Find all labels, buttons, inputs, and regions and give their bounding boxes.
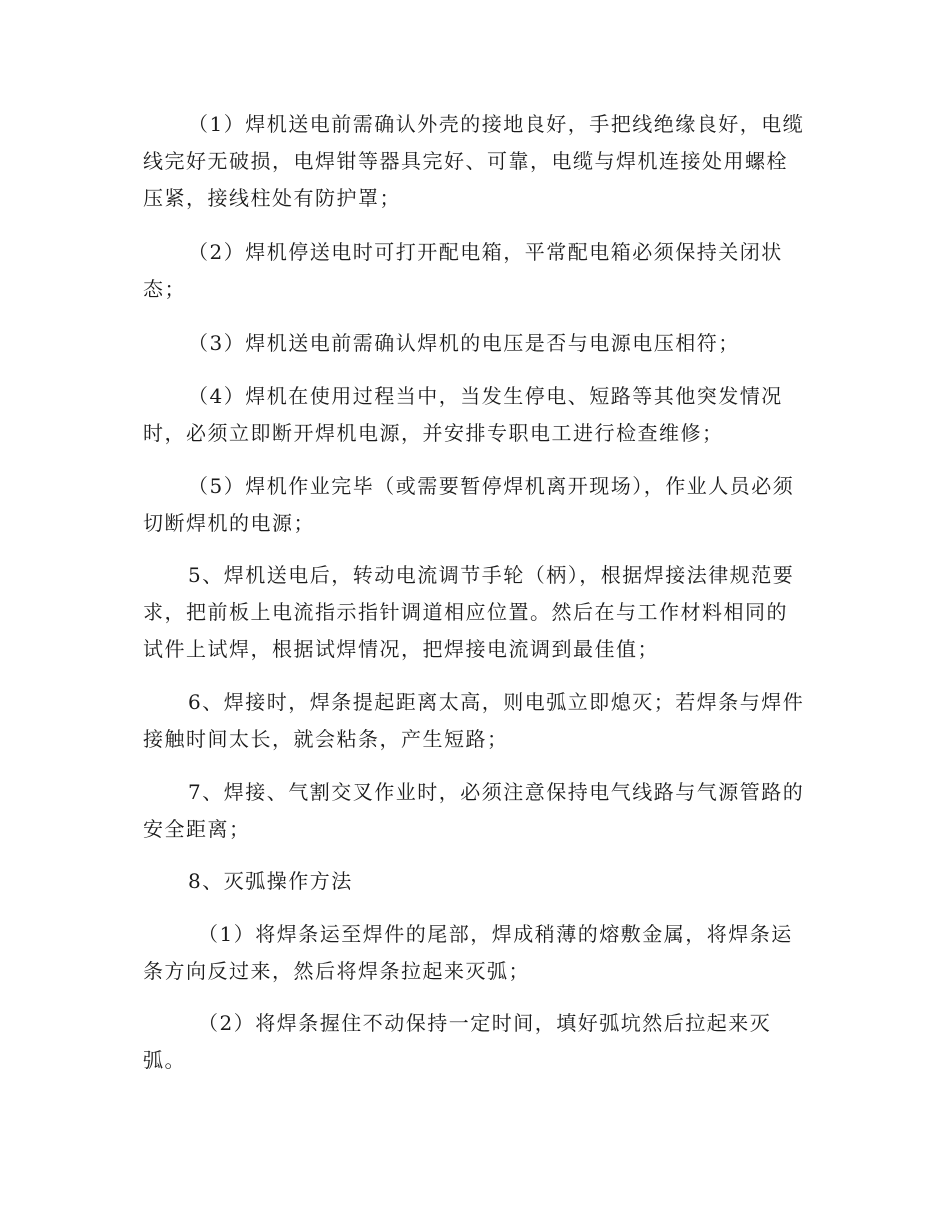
text-line: 弧。 xyxy=(143,1048,186,1072)
text-line: 压紧，接线柱处有防护罩； xyxy=(143,186,401,210)
text-line: 8、灭弧操作方法 xyxy=(188,869,353,893)
text-line: 时，必须立即断开焊机电源，并安排专职电工进行检查维修； xyxy=(143,421,724,445)
text-line: 接触时间太长，就会粘条，产生短路； xyxy=(143,727,509,751)
text-line: 线完好无破损，电焊钳等器具完好、可靠，电缆与焊机连接处用螺栓 xyxy=(143,149,788,173)
text-line: （2）焊机停送电时可打开配电箱，平常配电箱必须保持关闭状 xyxy=(188,240,783,264)
text-line: （2）将焊条握住不动保持一定时间，填好弧坑然后拉起来灭 xyxy=(198,1011,772,1035)
text-line: 7、焊接、气割交叉作业时，必须注意保持电气线路与气源管路的 xyxy=(188,780,805,804)
text-line: （5）焊机作业完毕（或需要暂停焊机离开现场），作业人员必须 xyxy=(188,474,795,498)
text-line: （1）将焊条运至焊件的尾部，焊成稍薄的熔敷金属，将焊条运 xyxy=(198,922,793,946)
text-line: （3）焊机送电前需确认焊机的电压是否与电源电压相符； xyxy=(188,331,740,355)
text-line: （4）焊机在使用过程当中，当发生停电、短路等其他突发情况 xyxy=(188,384,783,408)
text-line: 试件上试焊，根据试焊情况，把焊接电流调到最佳值； xyxy=(143,637,659,661)
text-line: 6、焊接时，焊条提起距离太高，则电弧立即熄灭；若焊条与焊件 xyxy=(188,690,805,714)
text-line: 5、焊机送电后，转动电流调节手轮（柄），根据焊接法律规范要 xyxy=(188,563,795,587)
text-line: 切断焊机的电源； xyxy=(143,511,315,535)
text-line: 求，把前板上电流指示指针调道相应位置。然后在与工作材料相同的 xyxy=(143,600,788,624)
text-line: 态； xyxy=(143,277,186,301)
text-line: （1）焊机送电前需确认外壳的接地良好，手把线绝缘良好，电缆 xyxy=(188,112,805,136)
text-line: 安全距离； xyxy=(143,817,251,841)
text-line: 条方向反过来，然后将焊条拉起来灭弧； xyxy=(143,959,530,983)
